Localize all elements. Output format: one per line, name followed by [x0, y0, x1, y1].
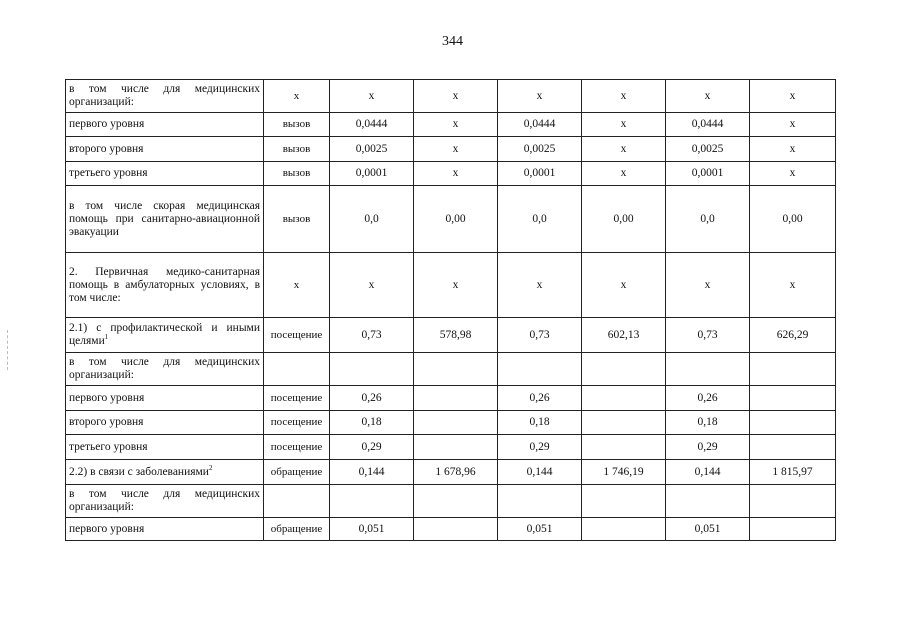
table-row — [66, 318, 836, 353]
value-cell: x — [498, 80, 582, 113]
value-cell — [498, 485, 582, 518]
value-cell: 0,29 — [498, 435, 582, 460]
value-cell: 0,18 — [498, 411, 582, 435]
value-cell: 0,0 — [330, 186, 414, 253]
table-row — [66, 186, 836, 253]
value-cell: 0,18 — [330, 411, 414, 435]
value-cell: x — [582, 113, 666, 137]
value-cell: 0,0001 — [666, 162, 750, 186]
table-row — [66, 162, 836, 186]
value-cell: x — [750, 162, 836, 186]
table-row — [66, 253, 836, 318]
row-label — [66, 113, 264, 137]
unit-cell: x — [264, 253, 330, 318]
value-cell — [582, 518, 666, 541]
value-cell: x — [498, 253, 582, 318]
value-cell: x — [750, 113, 836, 137]
medical-care-standards-table — [65, 79, 836, 541]
row-label-text: в том числе для медицинских организаций: — [69, 488, 260, 513]
unit-cell — [264, 353, 330, 386]
value-cell — [330, 353, 414, 386]
value-cell: x — [666, 253, 750, 318]
row-label — [66, 460, 264, 485]
value-cell — [414, 386, 498, 411]
value-cell: x — [330, 253, 414, 318]
value-cell — [750, 411, 836, 435]
value-cell: 1 678,96 — [414, 460, 498, 485]
row-label-text: в том числе для медицинских организаций: — [69, 356, 260, 381]
value-cell: x — [414, 162, 498, 186]
value-cell: 0,144 — [330, 460, 414, 485]
table-row — [66, 80, 836, 113]
table-body — [66, 80, 836, 541]
value-cell: x — [750, 253, 836, 318]
value-cell — [330, 485, 414, 518]
value-cell: 0,144 — [498, 460, 582, 485]
value-cell: 0,00 — [582, 186, 666, 253]
value-cell: 602,13 — [582, 318, 666, 353]
value-cell: 578,98 — [414, 318, 498, 353]
value-cell: 0,0001 — [498, 162, 582, 186]
value-cell — [750, 518, 836, 541]
unit-cell: вызов — [264, 113, 330, 137]
row-label-text: 2. Первичная медико-санитарная помощь в амбулаторных условиях, в том числе: — [69, 265, 260, 304]
value-cell: 0,0444 — [498, 113, 582, 137]
table-row — [66, 137, 836, 162]
value-cell — [582, 411, 666, 435]
value-cell: 0,144 — [666, 460, 750, 485]
footnote-marker: 1 — [104, 333, 109, 342]
unit-cell: обращение — [264, 518, 330, 541]
value-cell: x — [582, 137, 666, 162]
row-label — [66, 411, 264, 435]
value-cell: x — [414, 137, 498, 162]
scan-margin-mark — [7, 330, 9, 370]
table-row — [66, 411, 836, 435]
value-cell — [498, 353, 582, 386]
value-cell: 0,26 — [330, 386, 414, 411]
value-cell: x — [750, 80, 836, 113]
row-label-text: первого уровня — [69, 118, 145, 130]
value-cell: 0,29 — [330, 435, 414, 460]
row-label-text: третьего уровня — [69, 167, 148, 179]
row-label — [66, 518, 264, 541]
row-label — [66, 435, 264, 460]
value-cell: x — [414, 253, 498, 318]
value-cell: 0,0025 — [330, 137, 414, 162]
value-cell: 0,0025 — [666, 137, 750, 162]
value-cell: 0,73 — [666, 318, 750, 353]
row-label — [66, 137, 264, 162]
value-cell — [414, 353, 498, 386]
unit-cell: вызов — [264, 162, 330, 186]
value-cell: 0,0025 — [498, 137, 582, 162]
row-label — [66, 386, 264, 411]
value-cell — [750, 386, 836, 411]
row-label-text: первого уровня — [69, 391, 145, 404]
row-label-text: третьего уровня — [69, 440, 148, 453]
value-cell — [414, 518, 498, 541]
page-number: 344 — [442, 34, 463, 49]
value-cell: x — [414, 80, 498, 113]
value-cell: x — [582, 80, 666, 113]
row-label — [66, 162, 264, 186]
value-cell: x — [330, 80, 414, 113]
unit-cell: обращение — [264, 460, 330, 485]
value-cell — [666, 353, 750, 386]
value-cell — [666, 485, 750, 518]
unit-cell: посещение — [264, 318, 330, 353]
value-cell — [750, 485, 836, 518]
value-cell: x — [414, 113, 498, 137]
value-cell: 0,73 — [330, 318, 414, 353]
value-cell: 0,00 — [750, 186, 836, 253]
value-cell: x — [582, 162, 666, 186]
unit-cell: вызов — [264, 186, 330, 253]
value-cell: 0,73 — [498, 318, 582, 353]
value-cell: 0,00 — [414, 186, 498, 253]
row-label-text: в том числе для медицинских организаций: — [69, 83, 260, 108]
row-label — [66, 485, 264, 518]
value-cell: 0,051 — [666, 518, 750, 541]
value-cell: 0,18 — [666, 411, 750, 435]
value-cell: 0,0 — [498, 186, 582, 253]
row-label — [66, 186, 264, 253]
value-cell: 0,051 — [330, 518, 414, 541]
value-cell — [414, 411, 498, 435]
table-row — [66, 386, 836, 411]
value-cell: 0,26 — [498, 386, 582, 411]
footnote-marker: 2 — [208, 463, 213, 472]
row-label-text: второго уровня — [69, 142, 144, 155]
row-label-text: 2.2) в связи с заболеваниями — [69, 465, 209, 478]
row-label-text: в том числе скорая медицинская помощь при санитарно-авиационной эвакуации — [69, 199, 260, 238]
value-cell: 1 746,19 — [582, 460, 666, 485]
value-cell: x — [582, 253, 666, 318]
value-cell: 1 815,97 — [750, 460, 836, 485]
row-label-text: первого уровня — [69, 522, 145, 535]
row-label-text: второго уровня — [69, 416, 144, 428]
value-cell — [414, 485, 498, 518]
value-cell — [750, 353, 836, 386]
value-cell: x — [666, 80, 750, 113]
unit-cell: посещение — [264, 386, 330, 411]
row-label — [66, 80, 264, 113]
table-row — [66, 485, 836, 518]
row-label — [66, 318, 264, 353]
value-cell: 0,0001 — [330, 162, 414, 186]
value-cell — [582, 435, 666, 460]
table-row — [66, 518, 836, 541]
value-cell: 0,26 — [666, 386, 750, 411]
unit-cell: посещение — [264, 411, 330, 435]
unit-cell: вызов — [264, 137, 330, 162]
value-cell: 0,0444 — [330, 113, 414, 137]
unit-cell: x — [264, 80, 330, 113]
value-cell — [582, 353, 666, 386]
value-cell: 0,051 — [498, 518, 582, 541]
value-cell — [582, 485, 666, 518]
value-cell: x — [750, 137, 836, 162]
unit-cell: посещение — [264, 435, 330, 460]
row-label-text: 2.1) с профилактической и иными целями — [69, 322, 260, 347]
value-cell — [750, 435, 836, 460]
table-row — [66, 435, 836, 460]
value-cell — [414, 435, 498, 460]
table-row — [66, 113, 836, 137]
value-cell: 0,0 — [666, 186, 750, 253]
table-row — [66, 460, 836, 485]
value-cell: 0,0444 — [666, 113, 750, 137]
value-cell: 0,29 — [666, 435, 750, 460]
value-cell: 626,29 — [750, 318, 836, 353]
value-cell — [582, 386, 666, 411]
row-label — [66, 353, 264, 386]
table-row — [66, 353, 836, 386]
row-label — [66, 253, 264, 318]
unit-cell — [264, 485, 330, 518]
